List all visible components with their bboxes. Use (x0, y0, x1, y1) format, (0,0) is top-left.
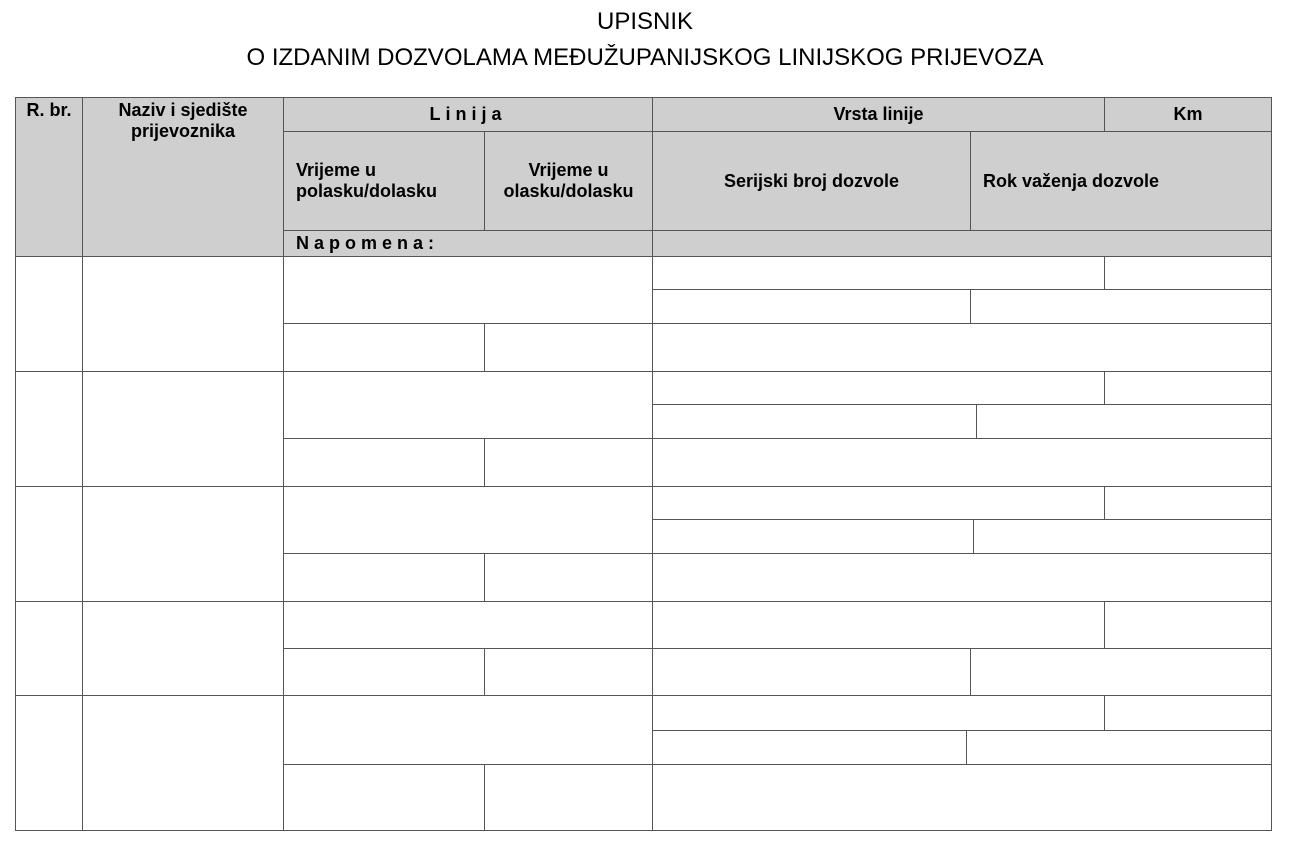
document-title: UPISNIK (596, 8, 694, 35)
cell-napomena[interactable] (652, 438, 1272, 487)
cell-redni-broj[interactable] (15, 695, 83, 831)
cell-km[interactable] (1104, 486, 1272, 520)
cell-vrijeme-povratak[interactable] (484, 764, 653, 831)
cell-vrsta-linije[interactable] (652, 601, 1105, 649)
cell-naziv-prijevoznika[interactable] (82, 695, 284, 831)
cell-naziv-prijevoznika[interactable] (82, 371, 284, 487)
cell-vrijeme-povratak[interactable] (484, 553, 653, 602)
cell-vrijeme-polazak[interactable] (283, 438, 485, 487)
cell-serijski-broj[interactable] (652, 648, 971, 696)
cell-linija[interactable] (283, 601, 653, 649)
document-subtitle: O IZDANIM DOZVOLAMA MEĐUŽUPANIJSKOG LINIJSKOG PRIJEVOZA (246, 44, 1044, 71)
cell-naziv-prijevoznika[interactable] (82, 601, 284, 696)
cell-napomena[interactable] (652, 323, 1272, 372)
cell-serijski-broj[interactable] (652, 519, 974, 554)
cell-km[interactable] (1104, 695, 1272, 731)
cell-vrijeme-povratak[interactable] (484, 438, 653, 487)
header-napomena: Napomena: (283, 230, 653, 257)
cell-vrsta-linije[interactable] (652, 256, 1105, 290)
cell-km[interactable] (1104, 601, 1272, 649)
header-vrijeme-polazak: Vrijeme u polasku/dolasku (283, 131, 485, 231)
header-linija: Linija (283, 97, 653, 132)
cell-rok-vazenja[interactable] (966, 730, 1272, 765)
cell-rok-vazenja[interactable] (973, 519, 1272, 554)
cell-linija[interactable] (283, 256, 653, 324)
cell-linija[interactable] (283, 695, 653, 765)
cell-napomena[interactable] (652, 553, 1272, 602)
cell-linija[interactable] (283, 371, 653, 439)
cell-redni-broj[interactable] (15, 486, 83, 602)
cell-vrijeme-polazak[interactable] (283, 764, 485, 831)
cell-serijski-broj[interactable] (652, 289, 971, 324)
header-redni-broj: R. br. (15, 97, 83, 257)
cell-linija[interactable] (283, 486, 653, 554)
cell-naziv-prijevoznika[interactable] (82, 256, 284, 372)
cell-redni-broj[interactable] (15, 601, 83, 696)
cell-rok-vazenja[interactable] (976, 404, 1272, 439)
cell-rok-vazenja[interactable] (970, 648, 1272, 696)
cell-vrijeme-povratak[interactable] (484, 323, 653, 372)
cell-km[interactable] (1104, 371, 1272, 405)
header-serijski-broj: Serijski broj dozvole (652, 131, 971, 231)
cell-rok-vazenja[interactable] (970, 289, 1272, 324)
header-napomena-value (652, 230, 1272, 257)
cell-vrsta-linije[interactable] (652, 371, 1105, 405)
cell-vrijeme-povratak[interactable] (484, 648, 653, 696)
header-vrsta-linije: Vrsta linije (652, 97, 1105, 132)
cell-vrijeme-polazak[interactable] (283, 323, 485, 372)
cell-redni-broj[interactable] (15, 256, 83, 372)
cell-km[interactable] (1104, 256, 1272, 290)
header-vrijeme-povratak: Vrijeme u olasku/dolasku (484, 131, 653, 231)
cell-vrijeme-polazak[interactable] (283, 553, 485, 602)
cell-vrsta-linije[interactable] (652, 486, 1105, 520)
cell-serijski-broj[interactable] (652, 730, 967, 765)
cell-napomena[interactable] (652, 764, 1272, 831)
header-rok-vazenja: Rok važenja dozvole (970, 131, 1272, 231)
header-km: Km (1104, 97, 1272, 132)
cell-vrijeme-polazak[interactable] (283, 648, 485, 696)
cell-vrsta-linije[interactable] (652, 695, 1105, 731)
cell-serijski-broj[interactable] (652, 404, 977, 439)
header-naziv-prijevoznika: Naziv i sjedište prijevoznika (82, 97, 284, 257)
cell-naziv-prijevoznika[interactable] (82, 486, 284, 602)
cell-redni-broj[interactable] (15, 371, 83, 487)
